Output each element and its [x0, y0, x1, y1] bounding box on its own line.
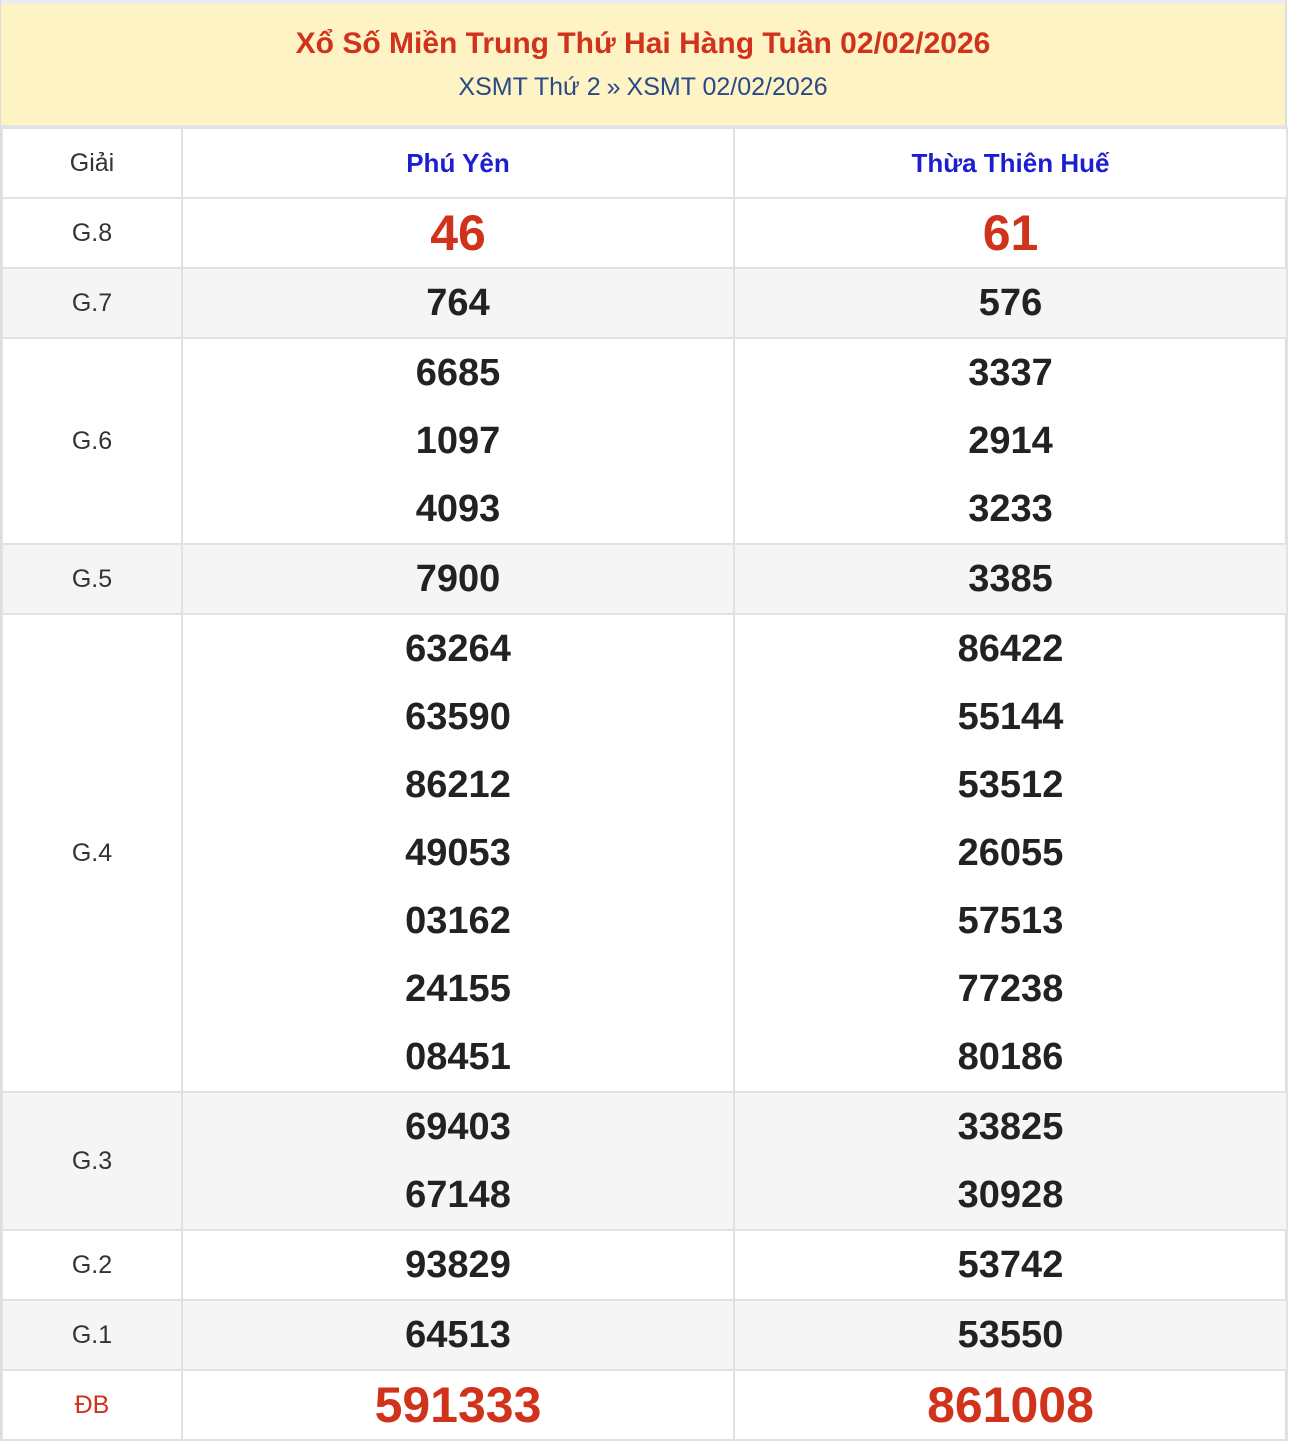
prize-number: 3233: [968, 488, 1053, 530]
prize-numbers-province-1: [182, 268, 734, 338]
table-row: [2, 1092, 1287, 1230]
results-table: [1, 127, 1288, 1441]
breadcrumb: [1, 72, 1285, 102]
prize-numbers-province-2: [734, 338, 1287, 544]
prize-numbers-province-1: [182, 544, 734, 614]
prize-numbers-province-1: [182, 614, 734, 1092]
prize-label: G.5: [2, 544, 182, 614]
column-header-province-1[interactable]: Phú Yên: [182, 128, 734, 198]
page-title: Xổ Số Miền Trung Thứ Hai Hàng Tuần 02/02/2026: [295, 27, 991, 60]
prize-numbers-province-1: [182, 1092, 734, 1230]
prize-label: G.3: [2, 1092, 182, 1230]
prize-number: 53512: [957, 764, 1064, 806]
prize-number: 61: [982, 205, 1039, 261]
prize-number: 77238: [957, 968, 1064, 1010]
breadcrumb-link-date[interactable]: XSMT 02/02/2026: [626, 73, 828, 101]
prize-numbers-province-1: [182, 1230, 734, 1300]
prize-label: G.8: [2, 198, 182, 268]
prize-numbers-province-2: [734, 198, 1287, 268]
prize-number: 3385: [968, 558, 1053, 600]
prize-numbers-province-1: [182, 338, 734, 544]
prize-label: G.1: [2, 1300, 182, 1370]
prize-numbers-province-1: [182, 1300, 734, 1370]
prize-numbers-province-1: [182, 1370, 734, 1440]
prize-number: 3337: [968, 352, 1053, 394]
prize-number: 63264: [405, 628, 511, 670]
table-row: [2, 1370, 1287, 1440]
prize-label: G.7: [2, 268, 182, 338]
prize-number: 63590: [405, 696, 511, 738]
prize-number: 861008: [927, 1377, 1094, 1433]
prize-number: 7900: [415, 558, 501, 600]
prize-number: 08451: [405, 1036, 511, 1078]
prize-number: 03162: [405, 900, 511, 942]
prize-number: 591333: [374, 1377, 542, 1433]
prize-label: G.6: [2, 338, 182, 544]
prize-label: G.4: [2, 614, 182, 1092]
prize-label: ĐB: [2, 1370, 182, 1440]
prize-numbers-province-2: [734, 268, 1287, 338]
table-row: [2, 338, 1287, 544]
prize-number: 30928: [957, 1174, 1064, 1216]
table-row: [2, 268, 1287, 338]
prize-number: 46: [430, 205, 486, 261]
prize-numbers-province-1: [182, 198, 734, 268]
prize-number: 49053: [405, 832, 511, 874]
prize-number: 24155: [405, 968, 511, 1010]
prize-number: 57513: [957, 900, 1064, 942]
prize-number: 33825: [957, 1106, 1064, 1148]
prize-number: 55144: [957, 696, 1064, 738]
results-header: [1, 0, 1285, 127]
prize-numbers-province-2: [734, 1370, 1287, 1440]
column-header-province-2[interactable]: Thừa Thiên Huế: [734, 128, 1287, 198]
breadcrumb-separator: »: [606, 73, 621, 101]
prize-number: 86212: [405, 764, 511, 806]
prize-numbers-province-2: [734, 544, 1287, 614]
prize-numbers-province-2: [734, 614, 1287, 1092]
table-row: [2, 1230, 1287, 1300]
prize-numbers-province-2: [734, 1092, 1287, 1230]
prize-number: 67148: [405, 1174, 511, 1216]
table-header-row: [2, 128, 1287, 198]
prize-number: 64513: [405, 1314, 511, 1356]
prize-number: 93829: [405, 1244, 511, 1286]
prize-number: 6685: [415, 352, 501, 394]
prize-number: 80186: [957, 1036, 1064, 1078]
prize-number: 2914: [968, 420, 1053, 462]
prize-number: 26055: [957, 832, 1064, 874]
prize-number: 53742: [957, 1244, 1064, 1286]
prize-number: 4093: [415, 488, 501, 530]
prize-number: 764: [426, 282, 490, 324]
prize-number: 576: [978, 282, 1043, 324]
table-row: [2, 198, 1287, 268]
prize-numbers-province-2: [734, 1230, 1287, 1300]
prize-number: 69403: [405, 1106, 511, 1148]
prize-number: 53550: [957, 1314, 1064, 1356]
table-row: [2, 614, 1287, 1092]
prize-numbers-province-2: [734, 1300, 1287, 1370]
table-row: [2, 1300, 1287, 1370]
prize-number: 1097: [415, 420, 501, 462]
table-row: [2, 544, 1287, 614]
breadcrumb-link-weekday[interactable]: XSMT Thứ 2: [458, 73, 601, 101]
prize-number: 86422: [957, 628, 1064, 670]
prize-label: G.2: [2, 1230, 182, 1300]
column-header-prize: Giải: [2, 128, 182, 198]
